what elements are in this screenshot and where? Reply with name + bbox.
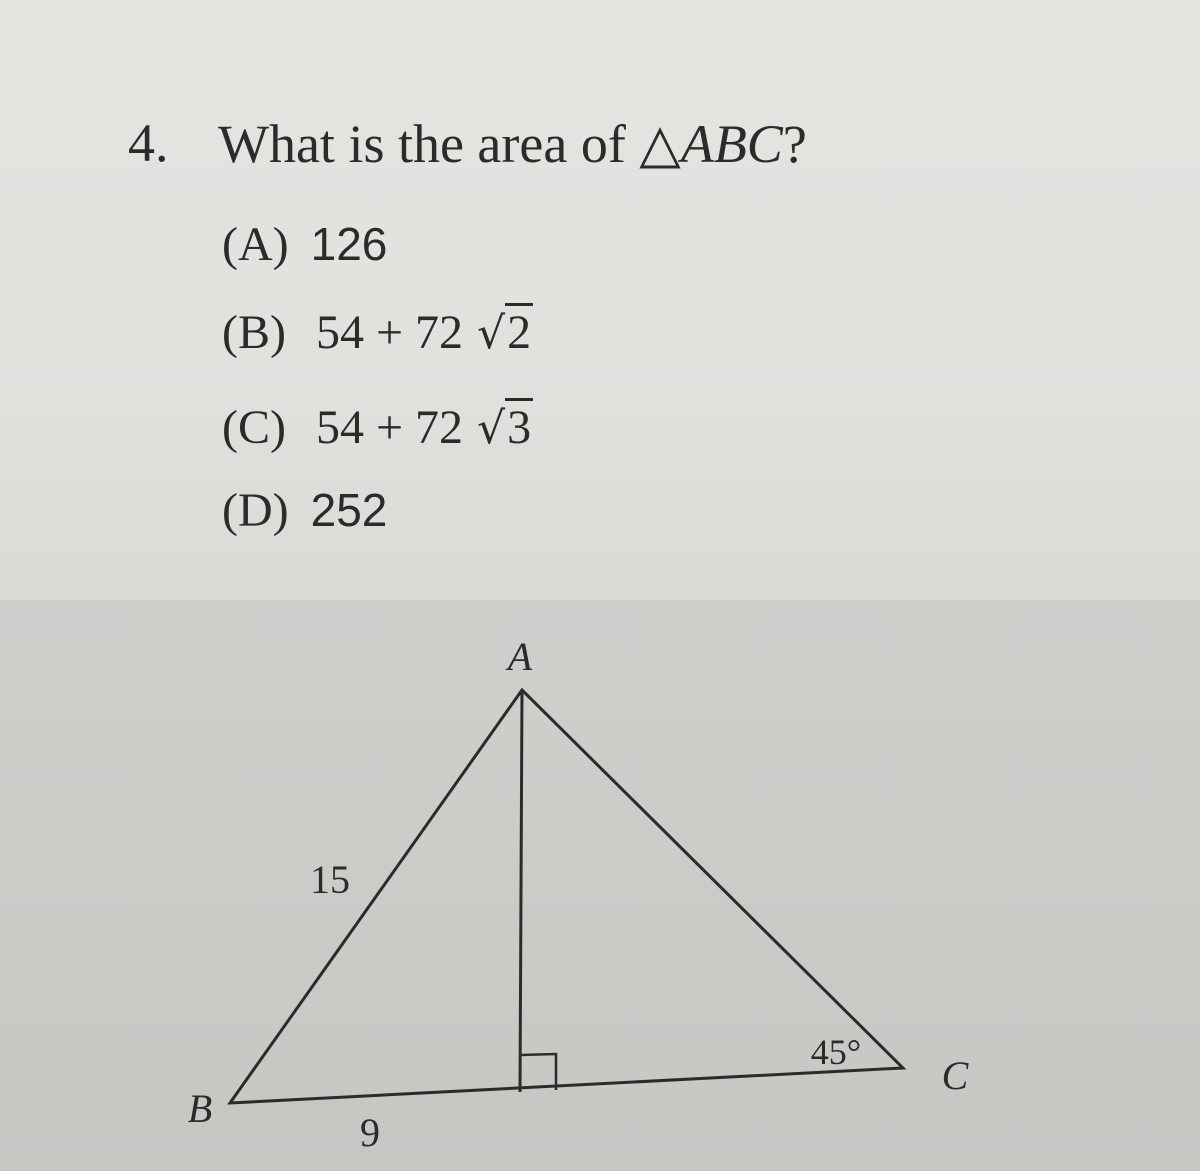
segment-bd-label: 9 — [360, 1110, 380, 1155]
choice-b-letter: (B) — [222, 306, 286, 359]
sqrt-symbol: √ — [477, 308, 506, 359]
triangle-symbol: △ — [639, 114, 681, 174]
choice-c-value: 54 + 72 — [315, 401, 464, 454]
right-angle-marker — [520, 1054, 556, 1090]
choice-b-radicand: 2 — [505, 303, 533, 359]
choice-c-radicand: 3 — [505, 398, 533, 454]
choice-a-value: 126 — [310, 218, 388, 270]
question-prefix: What is the area of — [218, 114, 640, 174]
question-suffix: ? — [782, 114, 807, 174]
vertex-c-label: C — [941, 1053, 969, 1098]
choice-a-letter: (A) — [222, 218, 289, 271]
choice-b-value: 54 + 72 — [315, 306, 464, 359]
choice-d-letter: (D) — [222, 484, 289, 537]
vertex-a-label: A — [507, 634, 533, 679]
choice-d-value: 252 — [310, 484, 388, 536]
sqrt-symbol: √ — [477, 403, 506, 454]
vertex-b-label: B — [187, 1086, 213, 1131]
triangle-name: ABC — [680, 114, 783, 174]
choice-c-letter: (C) — [222, 401, 286, 454]
angle-c-label: 45° — [810, 1032, 862, 1072]
altitude-line — [520, 690, 522, 1092]
question-number: 4. — [128, 113, 169, 173]
side-ab-label: 15 — [310, 857, 350, 902]
